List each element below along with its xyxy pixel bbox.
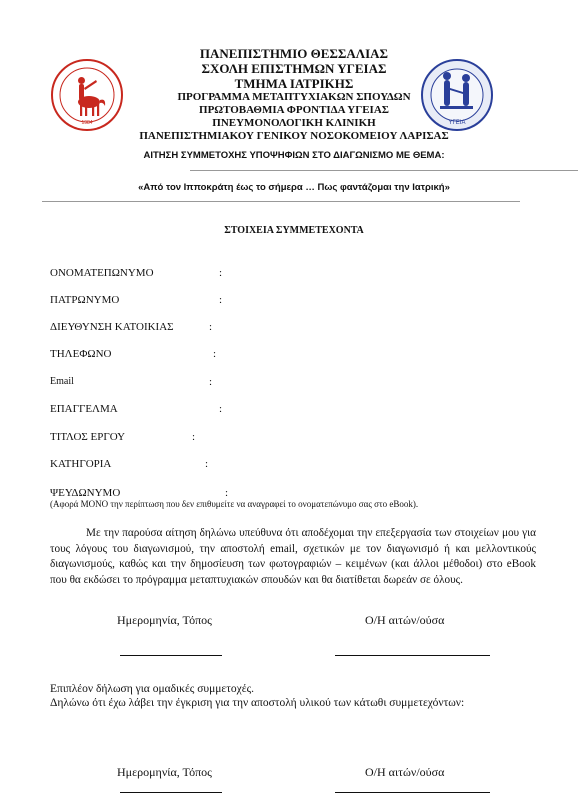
- applicant-label: Ο/Η αιτών/ούσα: [365, 613, 445, 627]
- header-university: ΠΑΝΕΠΙΣΤΗΜΙΟ ΘΕΣΣΑΛΙΑΣ: [199, 46, 389, 61]
- field-label-pseudonym: ΨΕΥΔΩΝΥΜΟ: [50, 487, 121, 499]
- group-declaration-line2: Δηλώνω ότι έχω λάβει την έγκριση για την αποστολή υλικού των κάτωθι συμμετεχόντων:: [50, 697, 465, 709]
- field-label-email: Email: [50, 376, 74, 387]
- field-colon-work-title: :: [192, 431, 196, 443]
- field-colon-phone: :: [213, 348, 217, 360]
- declaration-text: Με την παρούσα αίτηση δηλώνω υπεύθυνα ότι αποδέχομαι την επεξεργασία των στοιχείων μου για τους λόγους του διαγωνισμού, την αποστολή email, σχετικών με τον διαγωνισμό ή και μελλοντικούς διαγωνισμούς, καθώς και την δημοσίευση των φωτογραφιών – κειμένων (και άλλοι μέθοδοι) στο eBook που θα εκδώσει το πρόγραμμα μεταπτυχιακών σπουδών και θα διατίθεται δωρεάν σε όλους.: [50, 527, 536, 586]
- header-department: ΤΜΗΜΑ ΙΑΤΡΙΚΗΣ: [234, 76, 354, 91]
- group-declaration-line1: Επιπλέον δήλωση για ομαδικές συμμετοχές.: [50, 683, 254, 695]
- declaration-paragraph: [50, 526, 536, 588]
- field-colon-pseudonym: :: [225, 487, 229, 499]
- field-label-fathers-name: ΠΑΤΡΩΝΥΜΟ: [50, 294, 120, 306]
- title-underline: [190, 170, 578, 171]
- pseudonym-note: (Αφορά ΜΟΝΟ την περίπτωση που δεν επιθυμείτε να αναγραφεί το ονοματεπώνυμο σας στο eBook).: [50, 499, 419, 509]
- field-colon-fullname: :: [219, 267, 223, 279]
- section-title: ΣΤΟΙΧΕΙΑ ΣΥΜΜΕΤΕΧΟΝΤΑ: [224, 225, 364, 236]
- date-place-label: Ημερομηνία, Τόπος: [117, 613, 212, 627]
- header-primary-care: ΠΡΩΤΟΒΑΘΜΙΑ ΦΡΟΝΤΙΔΑ ΥΓΕΙΑΣ: [199, 104, 389, 116]
- svg-text:1984: 1984: [81, 120, 93, 126]
- applicant-label-2: Ο/Η αιτών/ούσα: [365, 765, 445, 779]
- field-label-address: ΔΙΕΥΘΥΝΣΗ ΚΑΤΟΙΚΙΑΣ: [50, 321, 174, 333]
- field-colon-occupation: :: [219, 403, 223, 415]
- applicant-signature-line-2: [335, 792, 490, 793]
- field-label-category: ΚΑΤΗΓΟΡΙΑ: [50, 458, 112, 470]
- application-title: ΑΙΤΗΣΗ ΣΥΜΜΕΤΟΧΗΣ ΥΠΟΨΗΦΙΩΝ ΣΤΟ ΔΙΑΓΩΝΙΣΜΟ ΜΕ ΘΕΜΑ:: [143, 150, 445, 161]
- date-place-label-2: Ημερομηνία, Τόπος: [117, 765, 212, 779]
- header-clinic: ΠΝΕΥΜΟΝΟΛΟΓΙΚΗ ΚΛΙΝΙΚΗ: [212, 117, 376, 129]
- field-label-occupation: ΕΠΑΓΓΕΛΜΑ: [50, 403, 118, 415]
- contest-theme: «Από τον Ιπποκράτη έως το σήμερα … Πως φαντάζομαι την Ιατρική»: [138, 182, 450, 193]
- field-colon-address: :: [209, 321, 213, 333]
- date-place-signature-line: [120, 655, 222, 656]
- theme-underline: [42, 201, 520, 202]
- field-colon-fathers-name: :: [219, 294, 223, 306]
- header-school: ΣΧΟΛΗ ΕΠΙΣΤΗΜΩΝ ΥΓΕΙΑΣ: [201, 61, 387, 76]
- field-label-phone: ΤΗΛΕΦΩΝΟ: [50, 348, 112, 360]
- date-place-signature-line-2: [120, 792, 222, 793]
- field-label-work-title: ΤΙΤΛΟΣ ΕΡΓΟΥ: [50, 431, 126, 443]
- svg-text:ΥΓΕΙΑ: ΥΓΕΙΑ: [448, 120, 466, 126]
- field-colon-category: :: [205, 458, 209, 470]
- field-label-fullname: ΟΝΟΜΑΤΕΠΩΝΥΜΟ: [50, 267, 154, 279]
- applicant-signature-line: [335, 655, 490, 656]
- header-program: ΠΡΟΓΡΑΜΜΑ ΜΕΤΑΠΤΥΧΙΑΚΩΝ ΣΠΟΥΔΩΝ: [177, 91, 411, 103]
- field-colon-email: :: [209, 376, 213, 388]
- header-hospital: ΠΑΝΕΠΙΣΤΗΜΙΑΚΟΥ ΓΕΝΙΚΟΥ ΝΟΣΟΚΟΜΕΙΟΥ ΛΑΡΙΣΑΣ: [139, 130, 449, 142]
